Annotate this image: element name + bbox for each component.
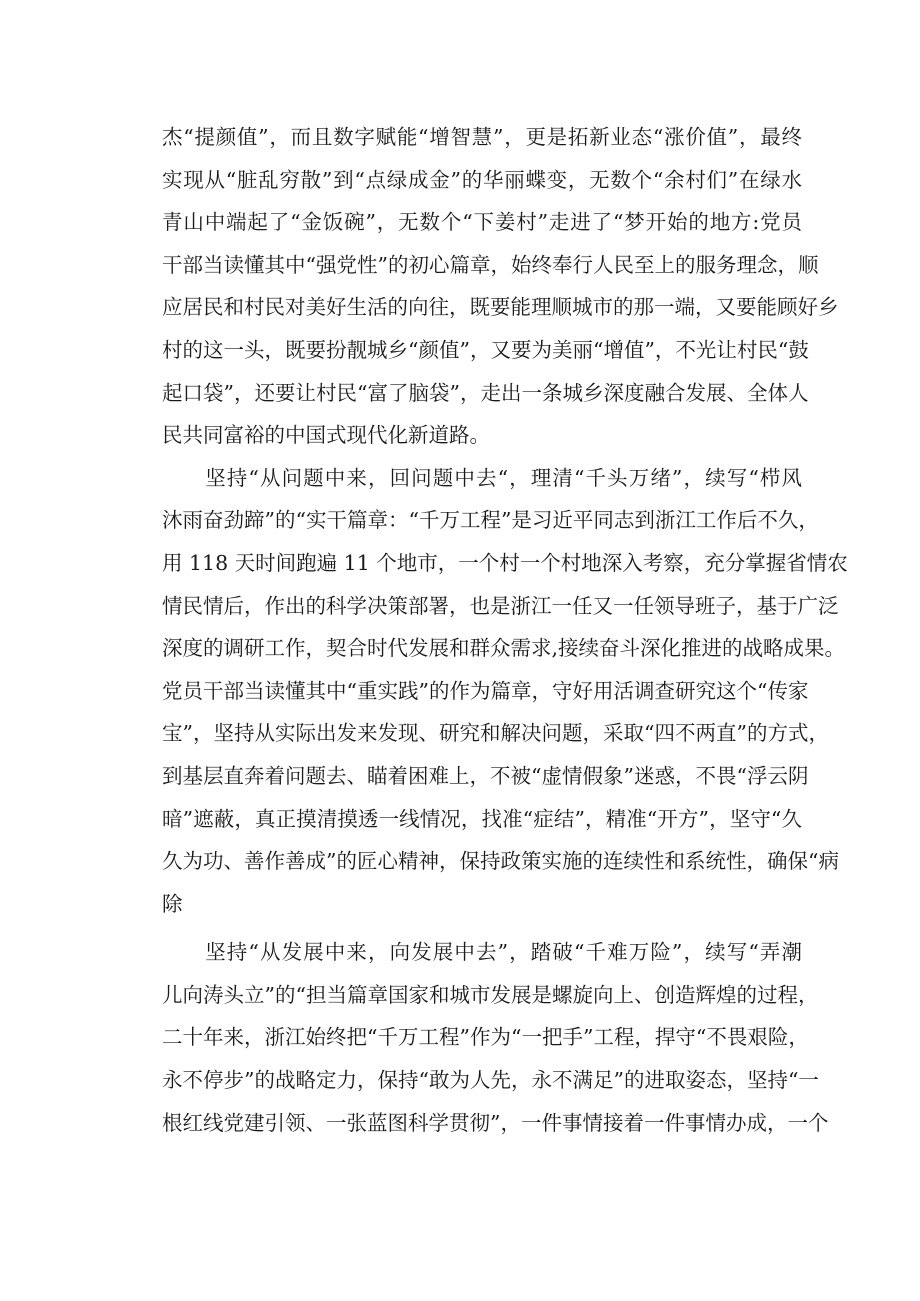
paragraph-2 — [162, 457, 848, 926]
text-line: 应居民和村民对美好生活的向往，既要能理顺城市的那一端，又要能顾好乡 — [162, 295, 839, 320]
document-page — [162, 116, 848, 1144]
text-line: 党员干部当读懂其中“重实践”的作为篇章，守好用活调查研究这个“传家 — [162, 678, 809, 703]
text-line: 起口袋”，还要让村民“富了脑袋”，走出一条城乡深度融合发展、全体人 — [162, 380, 809, 405]
text-line: 宝”，坚持从实际出发来发现、研究和解决问题，采取“四不两直”的方式， — [162, 721, 829, 746]
paragraph-1 — [162, 116, 839, 457]
text-line: 永不停步”的战略定力，保持“敢为人先，永不满足”的进取姿态，坚持“一 — [162, 1068, 819, 1093]
text-line: 实现从“脏乱穷散”到“点绿成金”的华丽蝶变，无数个“余村们”在绿水 — [162, 167, 802, 192]
text-line: 到基层直奔着问题去、瞄着困难上，不被“虚情假象”迷惑，不畏“浮云阴 — [162, 763, 809, 788]
text-line: 沐雨奋劲蹄”的“实干篇章：“千万工程”是习近平同志到浙江工作后不久， — [162, 508, 819, 533]
text-line: 深度的调研工作，契合时代发展和群众需求,接续奋斗深化推进的战略成果。 — [162, 636, 846, 661]
text-line: 二十年来，浙江始终把“千万工程”作为“一把手”工程，捍守“不畏艰险， — [162, 1025, 809, 1050]
text-line: 杰“提颜值”，而且数字赋能“增智慧”，更是拓新业态“涨价值”，最终 — [162, 125, 802, 149]
text-line: 儿向涛头立”的“担当篇章国家和城市发展是螺旋向上、创造辉煌的过程， — [162, 982, 819, 1007]
text-line: 村的这一头，既要扮靓城乡“颜值”，又要为美丽“增值”，不光让村民“鼓 — [162, 337, 809, 362]
paragraph-3 — [162, 931, 829, 1144]
text-line: 青山中端起了“金饭碗”，无数个“下姜村”走进了“梦开始的地方:党员 — [162, 210, 802, 235]
text-line: 暗”遮蔽，真正摸清摸透一线情况，找准“症结”，精准“开方”，坚守“久 — [162, 806, 802, 831]
text-line: 坚持“从发展中来，向发展中去”，踏破“千难万险”，续写“弄潮 — [162, 940, 802, 965]
text-line: 坚持“从问题中来，回问题中去“，理清“千头万绪”，续写“栉风 — [162, 465, 802, 490]
text-line: 情民情后，作出的科学决策部署，也是浙江一任又一任领导班子，基于广泛 — [162, 593, 839, 618]
text-line: 用 118 天时间跑遍 11 个地市，一个村一个村地深入考察，充分掌握省情农 — [162, 550, 848, 575]
text-line: 除 — [162, 891, 183, 916]
text-line: 民共同富裕的中国式现代化新道路。 — [162, 423, 490, 448]
text-line: 根红线党建引领、一张蓝图科学贯彻”，一件事情接着一件事情办成，一个 — [162, 1110, 829, 1135]
text-line: 久为功、善作善成”的匠心精神，保持政策实施的连续性和系统性，确保“病 — [162, 849, 839, 874]
text-line: 干部当读懂其中“强党性”的初心篇章，始终奉行人民至上的服务理念，顺 — [162, 252, 819, 277]
